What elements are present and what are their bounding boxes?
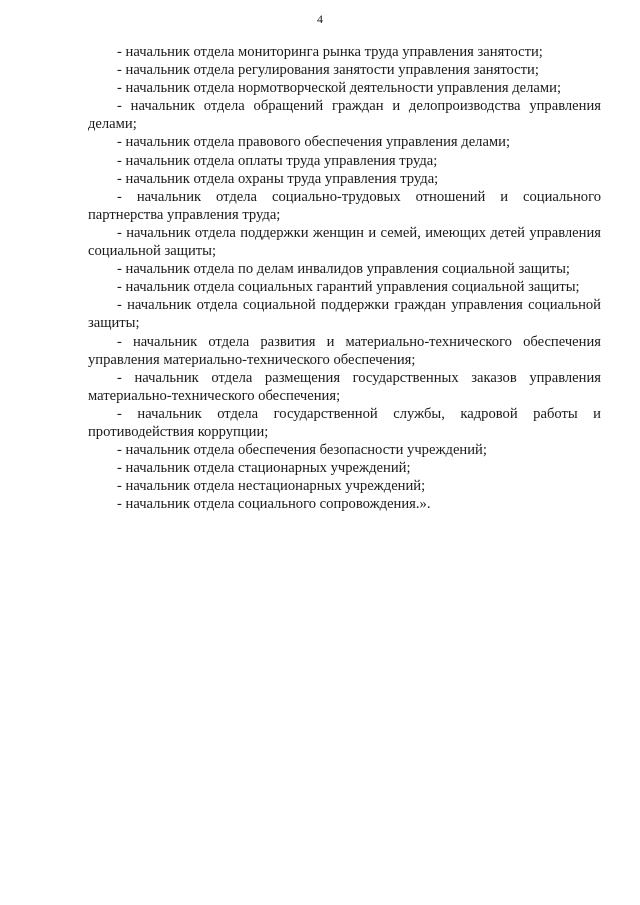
list-item: - начальник отдела социальной поддержки граждан управления социальной защиты; xyxy=(88,297,601,332)
page-number: 4 xyxy=(317,12,323,26)
list-item: - начальник отдела стационарных учреждений; xyxy=(117,460,411,477)
list-item: - начальник отдела обеспечения безопасности учреждений; xyxy=(117,442,487,459)
list-item: - начальник отдела обращений граждан и делопроизводства управления делами; xyxy=(88,98,601,133)
list-item: - начальник отдела оплаты труда управления труда; xyxy=(117,152,438,169)
list-item: - начальник отдела социально-трудовых отношений и социального партнерства управления труда; xyxy=(88,188,601,223)
list-item: - начальник отдела социального сопровождения.». xyxy=(117,496,431,513)
list-item: - начальник отдела регулирования занятости управления занятости; xyxy=(117,62,539,79)
list-item: - начальник отдела мониторинга рынка труда управления занятости; xyxy=(117,44,543,60)
list-item: - начальник отдела по делам инвалидов управления социальной защиты; xyxy=(117,261,570,278)
list-item: - начальник отдела социальных гарантий управления социальной защиты; xyxy=(117,279,580,296)
list-item: - начальник отдела государственной службы, кадровой работы и противодействия коррупции; xyxy=(88,405,601,440)
list-item: - начальник отдела поддержки женщин и семей, имеющих детей управления социальной защиты; xyxy=(88,224,601,260)
list-item: - начальник отдела развития и материально-технического обеспечения управления материально-технического обеспечения; xyxy=(88,333,601,368)
list-item: - начальник отдела охраны труда управления труда; xyxy=(117,170,439,187)
list-item: - начальник отдела нестационарных учреждений; xyxy=(117,478,426,495)
position-list xyxy=(88,43,601,513)
list-item: - начальник отдела нормотворческой деятельности управления делами; xyxy=(117,80,562,97)
list-item: - начальник отдела размещения государственных заказов управления материально-технического обеспечения; xyxy=(88,369,601,404)
list-item: - начальник отдела правового обеспечения управления делами; xyxy=(117,134,511,151)
